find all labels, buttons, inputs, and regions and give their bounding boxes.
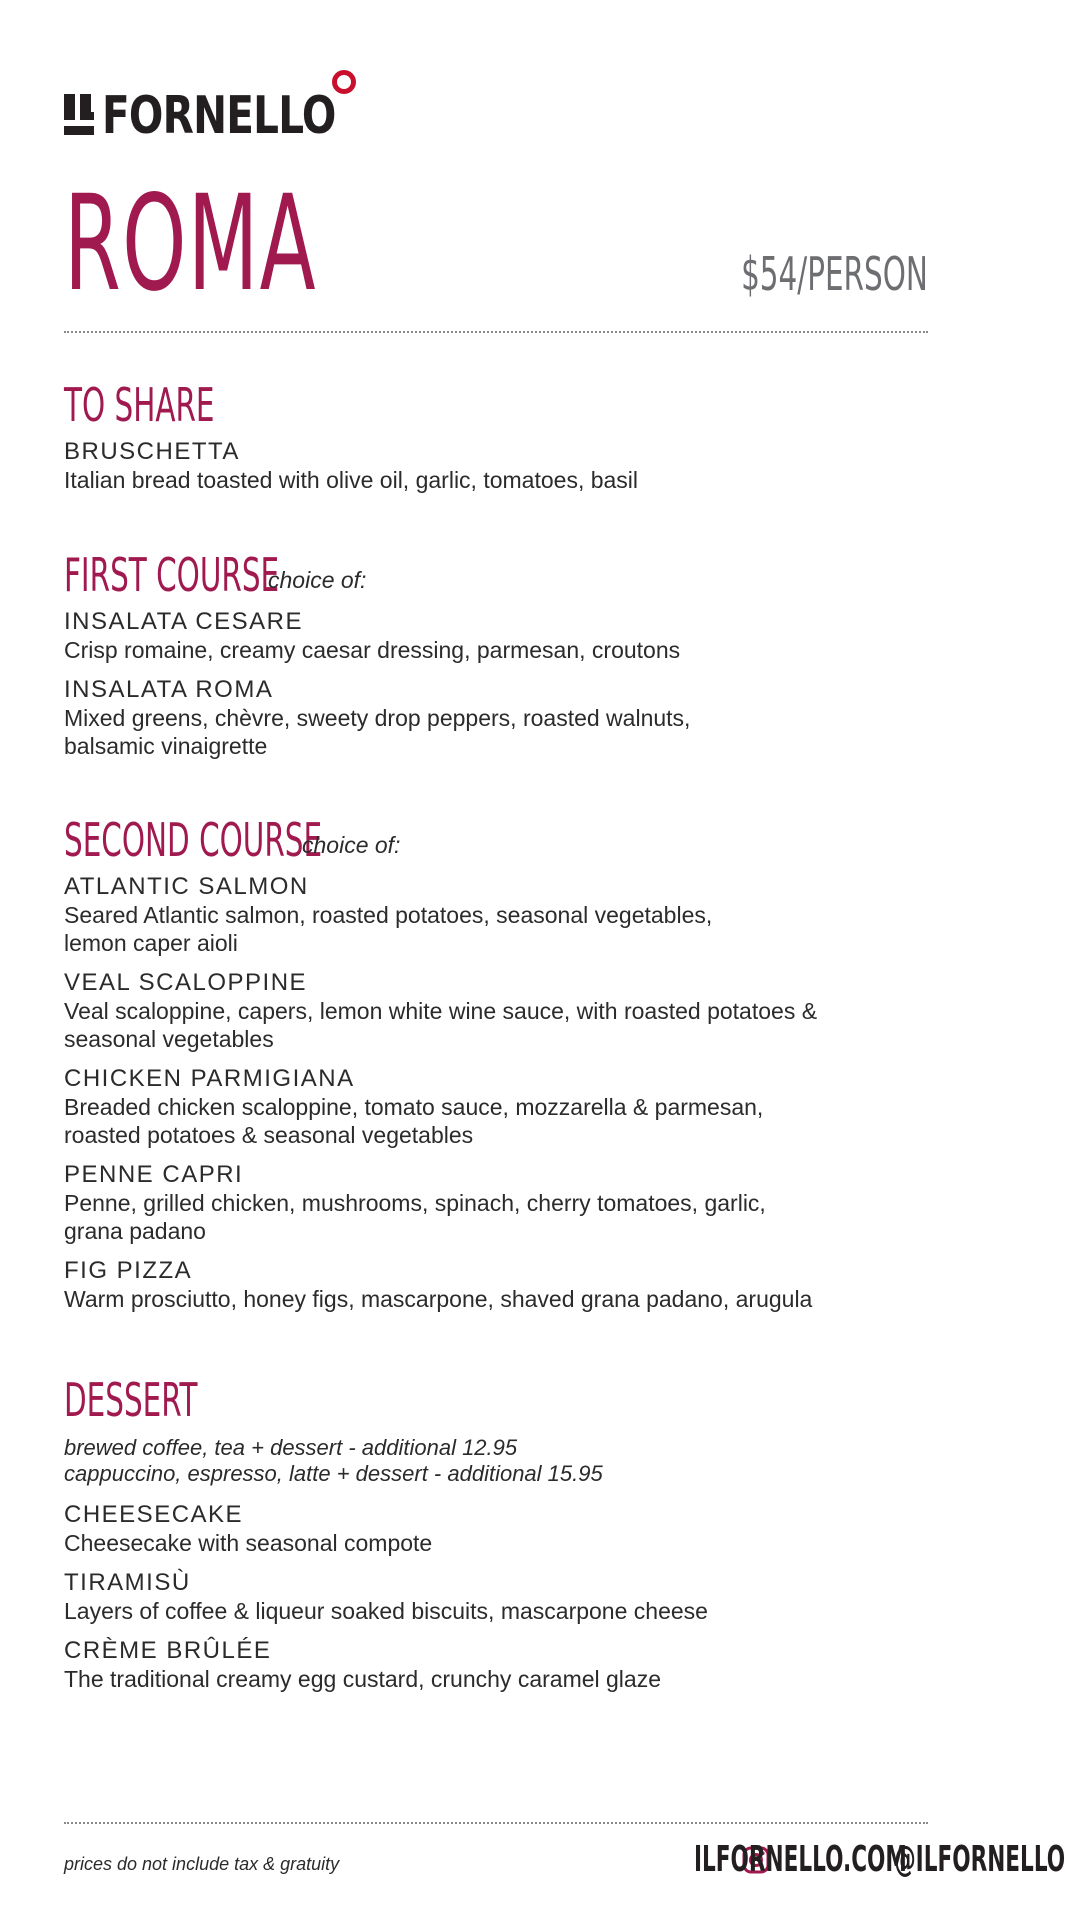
item-name: ATLANTIC SALMON <box>64 873 309 900</box>
dessert-notes <box>64 1435 928 1487</box>
item-description: The traditional creamy egg custard, crunchy caramel glaze <box>64 1666 662 1692</box>
item-description-cont: lemon caper aioli <box>64 930 238 956</box>
footer-note: prices do not include tax & gratuity <box>64 1854 340 1874</box>
section-first-course <box>64 550 928 760</box>
choice-note: choice of: <box>268 567 367 593</box>
menu-item <box>64 969 928 1053</box>
section-title: DESSERT <box>64 1373 198 1427</box>
logo-ring-icon <box>332 70 356 94</box>
item-description: Penne, grilled chicken, mushrooms, spinach, cherry tomatoes, garlic, <box>64 1190 766 1216</box>
item-name: INSALATA CESARE <box>64 608 304 635</box>
section-heading <box>64 550 928 600</box>
item-description: Breaded chicken scaloppine, tomato sauce, mozzarella & parmesan, <box>64 1094 764 1120</box>
section-heading <box>64 815 928 865</box>
instagram-handle[interactable]: @ILFORNELLO <box>894 1839 1065 1880</box>
menu-item <box>64 1637 928 1693</box>
section-dessert <box>64 1375 928 1693</box>
item-description: Seared Atlantic salmon, roasted potatoes, seasonal vegetables, <box>64 902 713 928</box>
menu-item <box>64 1569 928 1625</box>
item-name: CHEESECAKE <box>64 1501 244 1528</box>
item-name: INSALATA ROMA <box>64 676 274 703</box>
menu-item <box>64 1065 928 1149</box>
header-divider <box>64 331 928 333</box>
item-name: FIG PIZZA <box>64 1257 193 1284</box>
section-heading <box>64 1375 928 1425</box>
menu-item <box>64 1257 928 1313</box>
footer-contact <box>552 1838 1065 1882</box>
il-fornello-logo <box>64 66 384 146</box>
menu-item <box>64 1161 928 1245</box>
website-wrap <box>552 1839 907 1880</box>
item-description: Veal scaloppine, capers, lemon white wine sauce, with roasted potatoes & <box>64 998 818 1024</box>
item-description: Layers of coffee & liqueur soaked biscuits, mascarpone cheese <box>64 1598 708 1624</box>
item-description: Italian bread toasted with olive oil, garlic, tomatoes, basil <box>64 467 639 493</box>
menu-item <box>64 873 928 957</box>
item-name: PENNE CAPRI <box>64 1161 244 1188</box>
item-description: Cheesecake with seasonal compote <box>64 1530 433 1556</box>
menu-item <box>64 608 928 664</box>
section-title: SECOND COURSE <box>64 813 323 867</box>
section-title: FIRST COURSE <box>64 548 280 602</box>
dessert-note: cappuccino, espresso, latte + dessert - additional 15.95 <box>64 1461 603 1486</box>
menu-item <box>64 1501 928 1557</box>
menu-page <box>64 0 1065 1920</box>
item-description-cont: seasonal vegetables <box>64 1026 274 1052</box>
item-description-cont: balsamic vinaigrette <box>64 733 268 759</box>
item-description-cont: roasted potatoes & seasonal vegetables <box>64 1122 474 1148</box>
choice-note: choice of: <box>302 832 401 858</box>
logo-wordmark: FORNELLO <box>102 86 336 146</box>
section-title: TO SHARE <box>64 378 215 432</box>
dessert-note: brewed coffee, tea + dessert - additional 12.95 <box>64 1435 518 1460</box>
item-name: VEAL SCALOPPINE <box>64 969 308 996</box>
item-description-cont: grana padano <box>64 1218 206 1244</box>
item-name: CHICKEN PARMIGIANA <box>64 1065 355 1092</box>
menu-item <box>64 676 928 760</box>
item-name: CRÈME BRÛLÉE <box>64 1637 272 1664</box>
footer-divider <box>64 1822 928 1824</box>
item-description: Warm prosciutto, honey figs, mascarpone, shaved grana padano, arugula <box>64 1286 813 1312</box>
section-second-course <box>64 815 928 1313</box>
menu-price: $54/PERSON <box>741 247 928 301</box>
item-name: TIRAMISÙ <box>64 1569 191 1596</box>
section-to-share <box>64 380 928 494</box>
item-description: Crisp romaine, creamy caesar dressing, parmesan, croutons <box>64 637 681 663</box>
section-heading <box>64 380 928 430</box>
logo-il-mark <box>64 94 96 136</box>
item-description: Mixed greens, chèvre, sweety drop peppers, roasted walnuts, <box>64 705 691 731</box>
website-link[interactable]: ILFORNELLO.COM <box>693 1839 907 1880</box>
menu-item <box>64 438 928 494</box>
menu-title: ROMA <box>64 167 317 321</box>
item-name: BRUSCHETTA <box>64 438 240 465</box>
